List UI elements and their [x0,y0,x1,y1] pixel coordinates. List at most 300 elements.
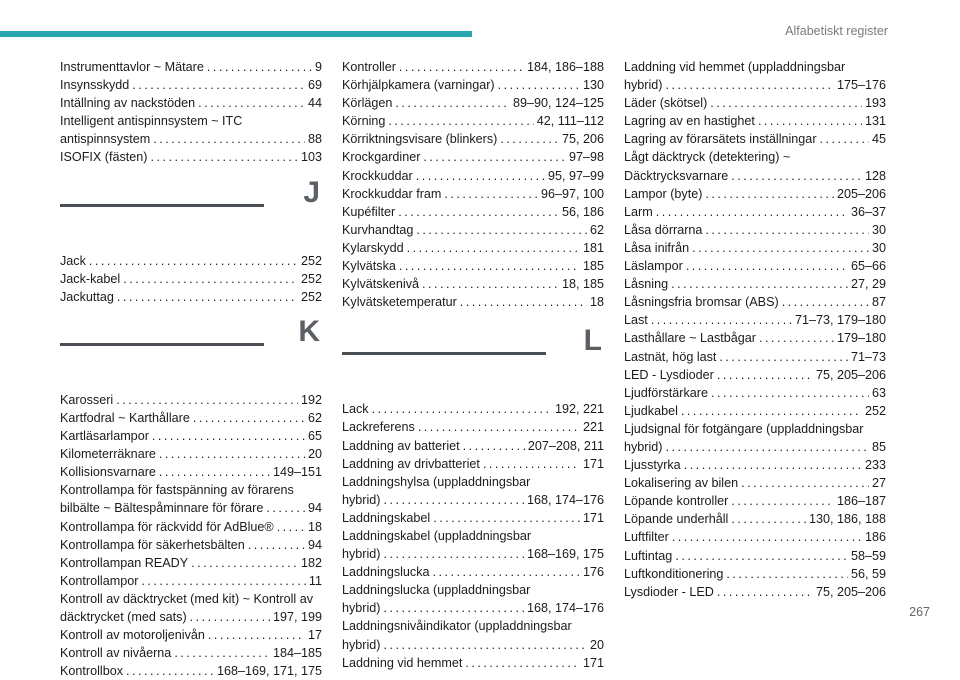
dot-leader [132,76,305,94]
dot-leader [422,275,559,293]
section-rule [342,352,546,355]
page-header [0,0,960,44]
index-entry [624,456,886,474]
index-entry [624,420,886,456]
index-term: Lokalisering av bilen [624,476,739,491]
page-reference: 42, 111–112 [536,114,604,129]
index-term: Laddning av drivbatteriet [342,456,480,471]
section-letter: L [583,324,602,358]
index-entry [60,58,322,76]
index-entry [624,130,886,148]
index-term: Lagring av en hastighet [624,114,755,129]
page-reference: 11 [308,573,322,588]
index-entry [624,474,886,492]
index-entry [342,293,604,311]
index-entry [60,463,322,481]
index-term: Kylarskydd [342,240,404,255]
index-entry [60,148,322,166]
index-entry [60,252,322,270]
page-reference: 184–185 [272,646,322,661]
index-entry-first-line: Kontroll av däcktrycket (med kit) ~ Kontroll av [60,591,314,606]
dot-leader [731,510,806,528]
index-term: Luftkonditionering [624,566,724,581]
index-term: Last [624,313,648,328]
index-entry [342,112,604,130]
index-term: Laddning vid hemmet [342,655,463,670]
index-term: Kylvätsketemperatur [342,295,457,310]
page-reference: 96–97, 100 [540,186,604,201]
dot-leader [407,239,580,257]
page-reference: 20 [307,447,322,462]
index-term: hybrid) [624,78,663,93]
index-term: Kylvätskenivå [342,277,419,292]
dot-leader [399,257,580,275]
index-entry [624,311,886,329]
dot-leader [398,203,559,221]
dot-leader [193,409,305,427]
dot-leader [159,463,270,481]
index-entry [624,402,886,420]
dot-leader [500,130,559,148]
page-reference: 182 [300,555,322,570]
page-reference: 252 [300,253,322,268]
dot-leader [656,203,848,221]
index-entry [342,148,604,166]
index-entry [342,58,604,76]
index-term: Kontrollbox [60,664,124,679]
dot-leader [174,644,270,662]
page-reference: 192 [300,392,322,407]
dot-leader [384,491,524,509]
index-entry [624,492,886,510]
index-entry [60,662,322,680]
index-entry-first-line: Laddningskabel (uppladdningsbar [342,528,532,543]
dot-leader [372,400,552,418]
page-reference: 94 [307,537,322,552]
page-reference: 18, 185 [561,277,604,292]
dot-leader [433,509,580,527]
page-reference: 30 [871,222,886,237]
index-term: Krockkuddar fram [342,186,442,201]
index-term: Lysdioder - LED [624,584,714,599]
index-entry-first-line: Laddningshylsa (uppladdningsbar [342,474,531,489]
index-entry [60,427,322,445]
index-entry [342,509,604,527]
page-reference: 94 [307,501,322,516]
index-term: Kontrollampor [60,573,139,588]
index-term: hybrid) [624,439,663,454]
index-entry [342,167,604,185]
page-reference: 233 [864,458,886,473]
index-term: Krockkuddar [342,168,413,183]
index-term: hybrid) [342,547,381,562]
index-term: bilbälte ~ Bältespåminnare för förare [60,501,264,516]
page-reference: 184, 186–188 [526,60,604,74]
dot-leader [384,599,524,617]
dot-leader [675,547,848,565]
dot-leader [671,275,848,293]
index-term: Kontrollampan READY [60,555,189,570]
index-entry-first-line: Intelligent antispinnsystem ~ ITC [60,114,243,129]
page-reference: 252 [300,289,322,304]
page-reference: 87 [871,295,886,310]
index-column-1 [60,58,322,680]
index-entry [624,239,886,257]
page-reference: 27 [871,476,886,491]
index-term: Jackuttag [60,289,114,304]
page-reference: 128 [864,168,886,183]
index-entry [342,473,604,509]
index-term: Insynsskydd [60,78,130,93]
index-term: Jack-kabel [60,271,121,286]
dot-leader [198,94,305,112]
dot-leader [686,257,848,275]
index-entry [342,239,604,257]
dot-leader [395,94,510,112]
page-reference: 176 [582,565,604,580]
index-entry-first-line: Ljudsignal för fotgängare (uppladdningsbar [624,421,864,436]
dot-leader [153,130,305,148]
index-term: Laddningskabel [342,510,431,525]
dot-leader [433,563,580,581]
page-reference: 27, 29 [850,277,886,292]
index-entry [624,583,886,601]
page-reference: 44 [307,96,322,111]
index-term: Låsningsfria bromsar (ABS) [624,295,779,310]
dot-leader [384,545,524,563]
page-reference: 131 [864,114,886,129]
page-reference: 149–151 [272,465,322,480]
index-entry-first-line: Laddningsnivåindikator (uppladdningsbar [342,619,572,634]
index-entry [60,572,322,590]
index-term: Lagring av förarsätets inställningar [624,132,817,147]
dot-leader [741,474,869,492]
dot-leader [705,185,834,203]
page-reference: 171 [582,510,604,525]
page-reference: 88 [307,132,322,147]
index-entry [342,437,604,455]
page-reference: 18 [589,295,604,310]
page-reference: 192, 221 [554,402,604,417]
index-entry [60,644,322,662]
page-reference: 18 [307,519,322,534]
page-reference: 221 [582,420,604,435]
page-reference: 89–90, 124–125 [512,96,604,111]
index-entry [624,293,886,311]
index-entry [342,94,604,112]
dot-leader [423,148,566,166]
page-reference: 168–169, 175 [526,547,604,562]
index-term: Kontrollampa för räckvidd för AdBlue® [60,519,274,534]
index-entry [624,185,886,203]
index-term: Karosseri [60,392,114,407]
index-entry [342,654,604,672]
index-term: Löpande kontroller [624,494,729,509]
dot-leader [444,185,538,203]
index-term: antispinnsystem [60,132,151,147]
page-reference: 71–73, 179–180 [794,313,886,328]
index-entry [624,257,886,275]
index-term: Ljudförstärkare [624,385,708,400]
dot-leader [89,252,298,270]
index-entry [624,329,886,347]
index-entry [624,94,886,112]
index-entry [60,76,322,94]
dot-leader [277,518,305,536]
index-entry [624,510,886,528]
page-reference: 56, 186 [561,204,604,219]
index-term: Kartfodral ~ Karthållare [60,410,190,425]
dot-leader [152,427,305,445]
dot-leader [820,130,869,148]
dot-leader [123,270,298,288]
index-entry [342,130,604,148]
index-entry [342,203,604,221]
index-entry-first-line: Kontrollampa för fastspänning av förarens [60,483,294,498]
index-term: Luftfilter [624,530,669,545]
section-header [60,314,322,386]
index-term: Lastnät, hög last [624,349,717,364]
page-reference: 179–180 [836,331,886,346]
dot-leader [731,167,862,185]
index-entry [342,617,604,653]
index-term: Ljudkabel [624,403,678,418]
index-entry [60,288,322,306]
page-reference: 168, 174–176 [526,492,604,507]
page-reference: 45 [871,132,886,147]
index-term: Läslampor [624,259,683,274]
index-term: Kontrollampa för säkerhetsbälten [60,537,245,552]
index-entry [60,270,322,288]
index-term: Kylvätska [342,259,396,274]
page-reference: 75, 205–206 [815,367,886,382]
dot-leader [207,58,312,76]
dot-leader [717,583,813,601]
page-reference: 168–169, 171, 175 [216,664,322,679]
index-term: Kartläsarlampor [60,429,149,444]
page-reference: 175–176 [836,78,886,93]
index-entry [60,112,322,148]
index-term: hybrid) [342,637,381,652]
dot-leader [117,288,298,306]
index-entry [60,445,322,463]
dot-leader [705,221,869,239]
index-entry [60,626,322,644]
index-term: Kupéfilter [342,204,396,219]
index-term: Luftintag [624,548,673,563]
index-term: Lampor (byte) [624,186,703,201]
dot-leader [266,499,305,517]
page-reference: 9 [314,60,322,74]
index-entry [624,148,886,184]
dot-leader [726,565,848,583]
index-term: Körning [342,114,386,129]
page-reference: 207–208, 211 [527,438,604,453]
page-reference: 95, 97–99 [547,168,604,183]
page-reference: 65–66 [850,259,886,274]
index-term: Läder (skötsel) [624,96,708,111]
dot-leader [116,391,298,409]
section-letter: K [298,314,320,348]
dot-leader [191,554,298,572]
dot-leader [719,348,848,366]
dot-leader [666,438,869,456]
index-entry [342,527,604,563]
dot-leader [782,293,869,311]
section-letter: J [303,175,320,209]
dot-leader [208,626,305,644]
index-term: Kilometerräknare [60,447,156,462]
index-column-2 [342,58,604,672]
page-reference: 58–59 [850,548,886,563]
index-entry [342,76,604,94]
index-entry-first-line: Laddningslucka (uppladdningsbar [342,583,531,598]
index-term: Låsa dörrarna [624,222,703,237]
dot-leader [384,636,587,654]
index-term: Ljusstyrka [624,458,681,473]
dot-leader [463,437,525,455]
index-entry [60,391,322,409]
section-header [342,324,604,395]
page-reference: 168, 174–176 [526,601,604,616]
page-reference: 75, 206 [561,132,604,147]
page-reference: 65 [307,429,322,444]
page-reference: 186 [864,530,886,545]
index-term: Körhjälpkamera (varningar) [342,78,495,93]
section-rule [60,343,264,346]
index-term: Låsning [624,277,669,292]
index-term: Kontroll av nivåerna [60,646,172,661]
page-reference: 97–98 [568,150,604,165]
dot-leader [418,418,580,436]
index-term: Kontroll av motoroljenivån [60,628,205,643]
page-reference: 36–37 [850,204,886,219]
header-title: Alfabetiskt register [785,24,888,38]
index-entry-first-line: Laddning vid hemmet (uppladdningsbar [624,60,846,74]
index-entry [624,221,886,239]
index-entry [60,94,322,112]
page-reference: 181 [582,240,604,255]
index-entry [624,348,886,366]
page-reference: 30 [871,240,886,255]
page-reference: 62 [307,410,322,425]
index-entry [342,581,604,617]
page-reference: 62 [589,222,604,237]
dot-leader [498,76,580,94]
index-term: Laddningslucka [342,565,430,580]
page-reference: 252 [300,271,322,286]
dot-leader [126,662,214,680]
page-reference: 20 [589,637,604,652]
index-entry [60,536,322,554]
index-entry [342,185,604,203]
section-rule [60,204,264,207]
dot-leader [465,654,580,672]
page-reference: 197, 199 [272,609,322,624]
index-column-3 [624,58,886,601]
index-entry [624,547,886,565]
index-term: Kollisionsvarnare [60,465,156,480]
page-reference: 171 [582,456,604,471]
page-reference: 56, 59 [850,566,886,581]
dot-leader [666,76,834,94]
page-reference: 17 [307,628,322,643]
index-entry-first-line: Lågt däcktryck (detektering) ~ [624,150,791,165]
index-entry [60,554,322,572]
dot-leader [711,384,869,402]
index-term: Krockgardiner [342,150,421,165]
dot-leader [710,94,862,112]
index-entry [624,565,886,583]
page-reference: 252 [864,403,886,418]
index-entry [624,528,886,546]
page-number: 267 [909,605,930,619]
index-term: Larm [624,204,653,219]
index-entry [342,400,604,418]
page-reference: 85 [871,439,886,454]
dot-leader [141,572,306,590]
dot-leader [399,58,524,76]
header-accent-bar [0,31,472,37]
page-reference: 130 [582,78,604,93]
page-reference: 205–206 [836,186,886,201]
dot-leader [759,329,834,347]
dot-leader [483,455,580,473]
index-entry [342,418,604,436]
index-term: Laddning av batteriet [342,438,460,453]
dot-leader [416,167,545,185]
index-term: Kurvhandtag [342,222,414,237]
index-term: Jack [60,253,86,268]
index-entry [60,590,322,626]
dot-leader [717,366,813,384]
index-term: hybrid) [342,601,381,616]
index-term: Lasthållare ~ Lastbågar [624,331,756,346]
index-entry [624,384,886,402]
page-reference: 186–187 [836,494,886,509]
dot-leader [159,445,305,463]
index-entry [342,257,604,275]
dot-leader [388,112,533,130]
index-entry [624,58,886,94]
index-entry [60,409,322,427]
index-term: ISOFIX (fästen) [60,150,148,165]
dot-leader [651,311,792,329]
index-entry [342,455,604,473]
page-reference: 185 [582,259,604,274]
page-reference: 69 [307,78,322,93]
dot-leader [731,492,834,510]
index-entry [60,481,322,517]
index-term: Löpande underhåll [624,512,729,527]
index-term: hybrid) [342,492,381,507]
page-reference: 103 [300,150,322,165]
index-entry [60,518,322,536]
index-entry [342,275,604,293]
dot-leader [681,402,862,420]
page-reference: 75, 205–206 [815,584,886,599]
dot-leader [416,221,587,239]
index-term: LED - Lysdioder [624,367,714,382]
dot-leader [248,536,305,554]
page-reference: 193 [864,96,886,111]
dot-leader [684,456,862,474]
dot-leader [672,528,862,546]
index-entry [624,203,886,221]
index-term: Låsa inifrån [624,240,690,255]
index-term: däcktrycket (med sats) [60,609,187,624]
index-entry [342,221,604,239]
